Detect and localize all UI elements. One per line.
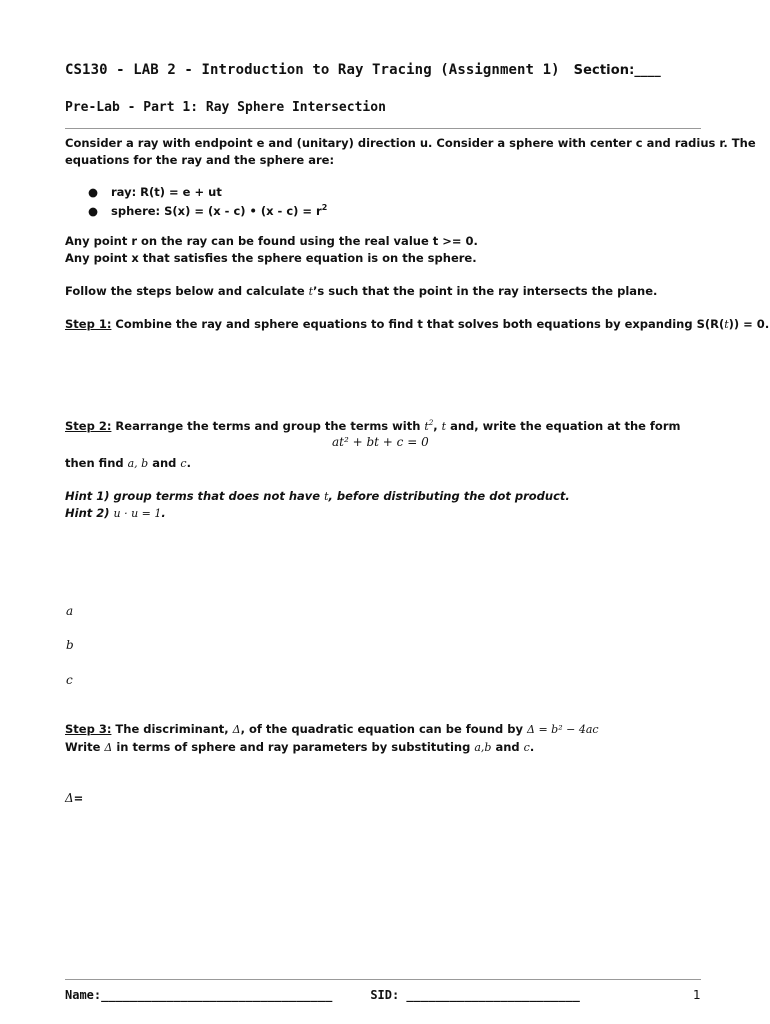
bullet-icon: ●	[88, 203, 99, 218]
math-t: t	[441, 419, 447, 433]
section-field: Section:____	[573, 63, 661, 78]
step3-line	[65, 721, 599, 738]
answer-delta-line	[65, 790, 83, 807]
hint-2	[65, 505, 570, 522]
follow-text-end: ’s such that the point in the ray intersects the plane.	[313, 284, 658, 298]
footer-divider	[65, 979, 701, 980]
math-a-b: a, b	[127, 457, 149, 470]
quadratic-equation: at² + bt + c = 0	[332, 435, 429, 449]
math-delta: Δ	[65, 791, 74, 805]
hint1-text: Hint 1) group terms that does not have	[65, 489, 325, 503]
sphere-equation-exponent: 2	[321, 203, 328, 212]
step1-label: Step 1:	[65, 317, 112, 331]
part-heading: Pre-Lab - Part 1: Ray Sphere Intersection	[65, 100, 386, 115]
hint2-text: Hint 2)	[65, 506, 114, 520]
step2-comma: ,	[433, 418, 442, 433]
step3-text: The discriminant,	[111, 722, 233, 736]
page-number: 1	[693, 988, 701, 1002]
step2-label: Step 2:	[65, 418, 112, 433]
step1-text: Combine the ray and sphere equations to find t that solves both equations by expanding S(R(	[111, 317, 725, 331]
hint2-end: .	[161, 506, 166, 520]
math-a-b: a,b	[474, 741, 492, 754]
answer-a-label: a	[66, 604, 74, 618]
ray-equation: ray: R(t) = e + ut	[111, 185, 222, 199]
answer-b-label: b	[66, 638, 74, 652]
math-t: t	[724, 318, 729, 331]
step3-text-mid: , of the quadratic equation can be found by	[240, 722, 528, 736]
any-point-r-line: Any point r on the ray can be found using the real value t >= 0.	[65, 234, 478, 248]
discriminant-formula: Δ = b² − 4ac	[527, 723, 599, 736]
follow-steps-line	[65, 283, 657, 300]
step2-line	[65, 415, 681, 435]
equation-list	[88, 184, 327, 219]
document-title	[65, 62, 661, 78]
math-c: c	[523, 741, 530, 754]
write-text: Write	[65, 740, 105, 754]
step3-label: Step 3:	[65, 722, 112, 736]
write-and: and	[491, 740, 524, 754]
sid-field: SID: ________________________	[370, 988, 580, 1002]
definitions-paragraph	[65, 233, 478, 267]
step1-text-end: )) = 0.	[728, 317, 770, 331]
any-point-x-line: Any point x that satisfies the sphere equation is on the sphere.	[65, 251, 477, 265]
math-exponent: 2	[428, 419, 434, 427]
write-delta-line	[65, 739, 534, 756]
write-text-mid: in terms of sphere and ray parameters by substituting	[112, 740, 475, 754]
intro-paragraph	[65, 135, 756, 169]
then-find-end: .	[186, 456, 191, 470]
follow-text: Follow the steps below and calculate	[65, 284, 309, 298]
hint1-text-end: , before distributing the dot product.	[328, 489, 570, 503]
math-c: c	[180, 457, 187, 470]
step2-text-end: and, write the equation at the form	[446, 418, 681, 433]
intro-line-1: Consider a ray with endpoint e and (unitary) direction u. Consider a sphere with center c and radius r. The	[65, 136, 756, 150]
math-delta: Δ	[104, 741, 113, 754]
step1-line	[65, 316, 769, 333]
write-end: .	[529, 740, 535, 754]
bullet-icon: ●	[88, 185, 99, 199]
name-field: Name:________________________________	[65, 988, 333, 1002]
hint-1	[65, 488, 570, 505]
list-item	[88, 200, 327, 219]
math-t-squared: t	[424, 419, 429, 433]
math-delta: Δ	[232, 723, 241, 736]
sphere-equation	[111, 200, 327, 219]
answer-c-label: c	[66, 673, 73, 687]
then-find-and: and	[148, 456, 181, 470]
then-find-text: then find	[65, 456, 128, 470]
hints	[65, 488, 570, 522]
title-text: CS130 - LAB 2 - Introduction to Ray Tracing (Assignment 1)	[65, 62, 560, 78]
then-find-line	[65, 455, 191, 472]
answer-delta-equals: =	[73, 791, 84, 805]
sphere-equation-text: sphere: S(x) = (x - c) • (x - c) = r	[111, 203, 322, 218]
list-item	[88, 184, 327, 200]
header-divider	[65, 128, 701, 129]
intro-line-2: equations for the ray and the sphere are:	[65, 153, 335, 167]
math-t: t	[308, 285, 314, 298]
step2-text: Rearrange the terms and group the terms with	[111, 418, 425, 433]
footer	[65, 988, 580, 1002]
math-t: t	[324, 490, 329, 503]
math-u-dot-u: u · u = 1	[113, 507, 162, 520]
